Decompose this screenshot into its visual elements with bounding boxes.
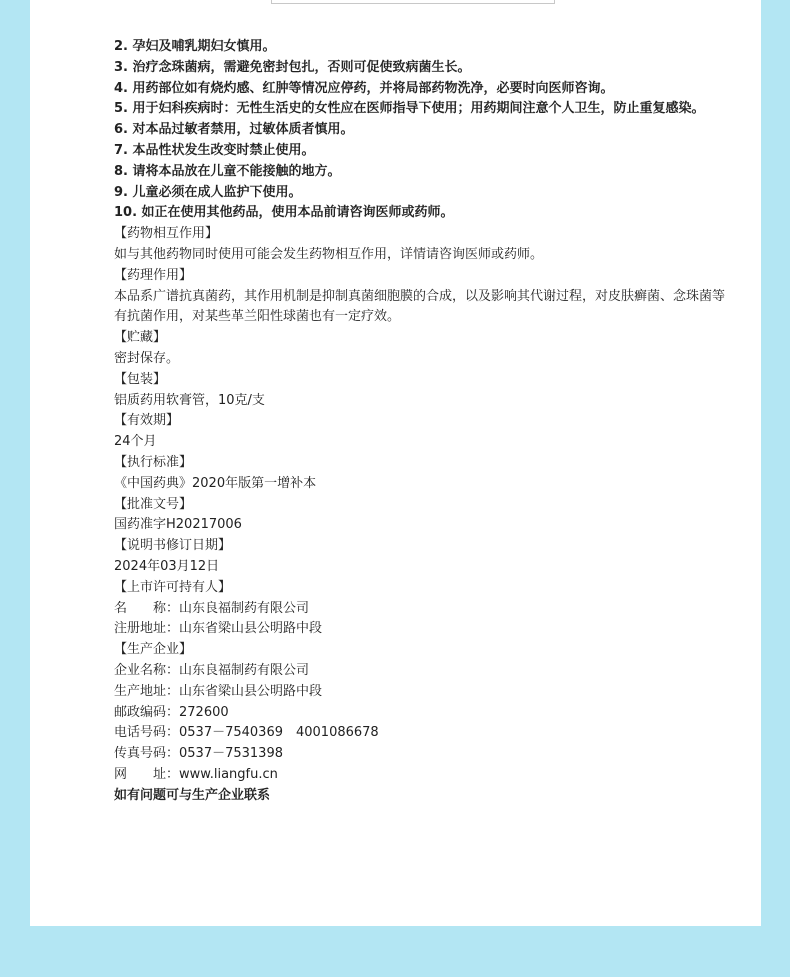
leaflet-content [114,37,734,806]
pharmacology-text: 本品系广谱抗真菌药，其作用机制是抑制真菌细胞膜的合成，以及影响其代谢过程，对皮肤癣菌、念珠菌等有抗菌作用，对某些革兰阳性球菌也有一定疗效。 [114,288,726,325]
pharmacology-heading: 【药理作用】 [114,267,193,283]
storage-heading: 【贮藏】 [114,330,167,346]
manufacturer-fax-row [114,744,734,765]
manufacturer-postcode-row [114,703,734,724]
manufacturer-heading: 【生产企业】 [114,642,193,658]
validity-text: 24个月 [114,434,157,450]
holder-name-row [114,599,734,620]
manufacturer-phone: 0537－7540369 4001086678 [179,725,379,741]
leaflet-card [30,0,761,926]
revision-text: 2024年03月12日 [114,558,220,574]
precaution-5: 5. 用于妇科疾病时：无性生活史的女性应在医师指导下使用；用药期间注意个人卫生，防止重复感染。 [114,101,705,117]
manufacturer-address-label: 生产地址： [114,683,180,699]
manufacturer-name-row [114,661,734,682]
approval-heading: 【批准文号】 [114,496,193,512]
manufacturer-address-row [114,682,734,703]
manufacturer-web-row [114,765,734,786]
holder-address: 山东省梁山县公明路中段 [179,621,323,637]
precaution-2: 2. 孕妇及哺乳期妇女慎用。 [114,39,276,54]
storage-text: 密封保存。 [114,350,180,366]
manufacturer-postcode: 272600 [179,704,229,720]
precaution-4: 4. 用药部位如有烧灼感、红肿等情况应停药，并将局部药物洗净，必要时向医师咨询。 [114,80,614,96]
holder-name: 山东良福制药有限公司 [179,600,310,616]
package-heading: 【包装】 [114,371,167,387]
manufacturer-postcode-label: 邮政编码： [114,704,180,720]
manufacturer-fax-label: 传真号码： [114,746,180,762]
precaution-7: 7. 本品性状发生改变时禁止使用。 [114,142,315,158]
precaution-3: 3. 治疗念珠菌病，需避免密封包扎，否则可促使致病菌生长。 [114,59,471,75]
top-tab-edge [271,0,555,4]
validity-heading: 【有效期】 [114,413,180,429]
standard-heading: 【执行标准】 [114,454,193,470]
manufacturer-name: 山东良福制药有限公司 [179,662,310,678]
holder-name-label: 名 称： [114,600,180,616]
footer-note: 如有问题可与生产企业联系 [114,787,271,803]
manufacturer-phone-label: 电话号码： [114,725,180,741]
approval-text: 国药准字H20217006 [114,517,242,533]
holder-address-row [114,619,734,640]
precaution-6: 6. 对本品过敏者禁用，过敏体质者慎用。 [114,122,354,138]
precaution-8: 8. 请将本品放在儿童不能接触的地方。 [114,163,341,179]
precaution-9: 9. 儿童必须在成人监护下使用。 [114,184,302,200]
manufacturer-web: www.liangfu.cn [179,766,278,782]
interaction-text: 如与其他药物同时使用可能会发生药物相互作用，详情请咨询医师或药师。 [114,246,544,262]
precaution-10: 10. 如正在使用其他药品，使用本品前请咨询医师或药师。 [114,205,454,221]
holder-address-label: 注册地址： [114,621,180,637]
manufacturer-name-label: 企业名称： [114,662,180,678]
standard-text: 《中国药典》2020年版第一增补本 [114,475,317,491]
manufacturer-address: 山东省梁山县公明路中段 [179,683,323,699]
revision-heading: 【说明书修订日期】 [114,538,232,554]
interaction-heading: 【药物相互作用】 [114,226,219,242]
manufacturer-phone-row [114,723,734,744]
manufacturer-web-label: 网 址： [114,766,180,782]
package-text: 铝质药用软膏管，10克/支 [114,392,265,408]
manufacturer-fax: 0537－7531398 [179,746,283,762]
holder-heading: 【上市许可持有人】 [114,579,232,595]
